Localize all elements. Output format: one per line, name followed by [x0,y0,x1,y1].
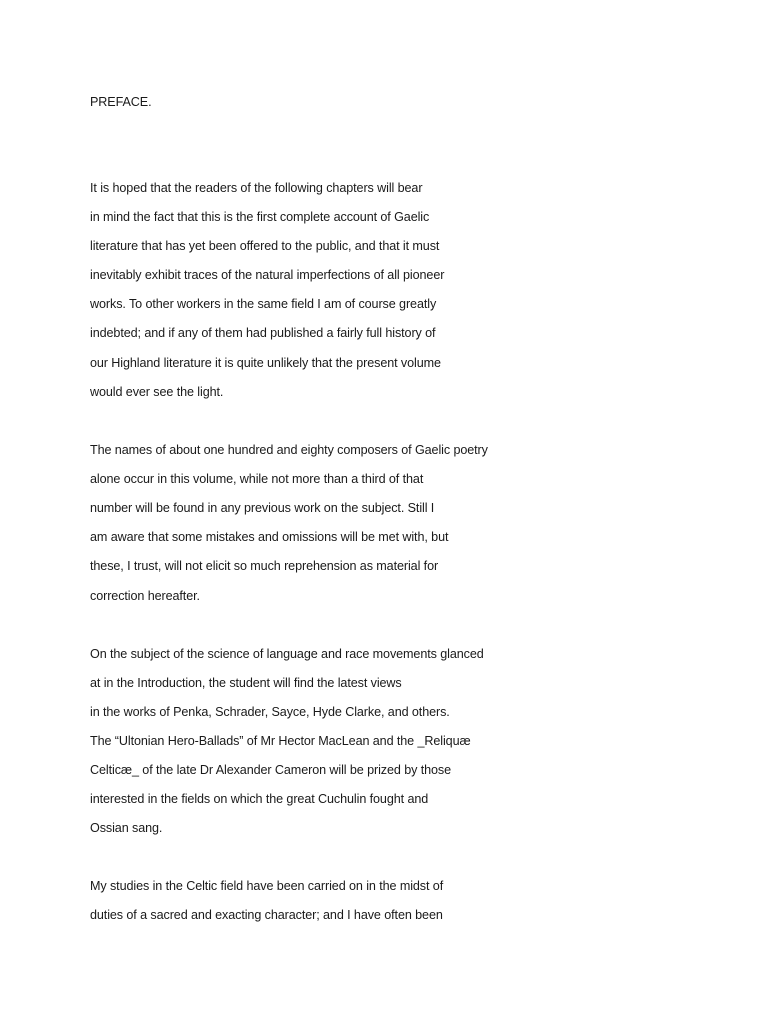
paragraph-3-line-2: at in the Introduction, the student will find the latest views [90,676,402,690]
paragraph-3-line-1: On the subject of the science of language and race movements glanced [90,647,484,661]
paragraph-1-line-5: works. To other workers in the same field I am of course greatly [90,297,437,311]
paragraph-1-line-7: our Highland literature it is quite unlikely that the present volume [90,356,441,370]
paragraph-1-line-3: literature that has yet been offered to the public, and that it must [90,239,440,253]
paragraph-2-line-2: alone occur in this volume, while not more than a third of that [90,472,424,486]
paragraph-2-line-5: these, I trust, will not elicit so much reprehension as material for [90,559,439,573]
paragraph-2-line-1: The names of about one hundred and eighty composers of Gaelic poetry [90,443,488,457]
paragraph-3-line-5: Celticæ_ of the late Dr Alexander Cameron will be prized by those [90,763,452,777]
paragraph-4-line-2: duties of a sacred and exacting character; and I have often been [90,908,443,922]
paragraph-3-line-3: in the works of Penka, Schrader, Sayce, Hyde Clarke, and others. [90,705,450,719]
paragraph-1-line-2: in mind the fact that this is the first complete account of Gaelic [90,210,430,224]
paragraph-2-line-4: am aware that some mistakes and omissions will be met with, but [90,530,449,544]
paragraph-3-line-4: The “Ultonian Hero-Ballads” of Mr Hector MacLean and the _Reliquæ [90,734,471,748]
paragraph-1-line-6: indebted; and if any of them had published a fairly full history of [90,326,436,340]
document-heading: PREFACE. [90,95,152,109]
paragraph-1-line-1: It is hoped that the readers of the following chapters will bear [90,181,423,195]
paragraph-2-line-3: number will be found in any previous work on the subject. Still I [90,501,435,515]
paragraph-3-line-7: Ossian sang. [90,821,163,835]
paragraph-2-line-6: correction hereafter. [90,589,200,603]
paragraph-1-line-8: would ever see the light. [90,385,224,399]
paragraph-4-line-1: My studies in the Celtic field have been carried on in the midst of [90,879,444,893]
paragraph-3-line-6: interested in the fields on which the great Cuchulin fought and [90,792,429,806]
paragraph-1-line-4: inevitably exhibit traces of the natural imperfections of all pioneer [90,268,445,282]
